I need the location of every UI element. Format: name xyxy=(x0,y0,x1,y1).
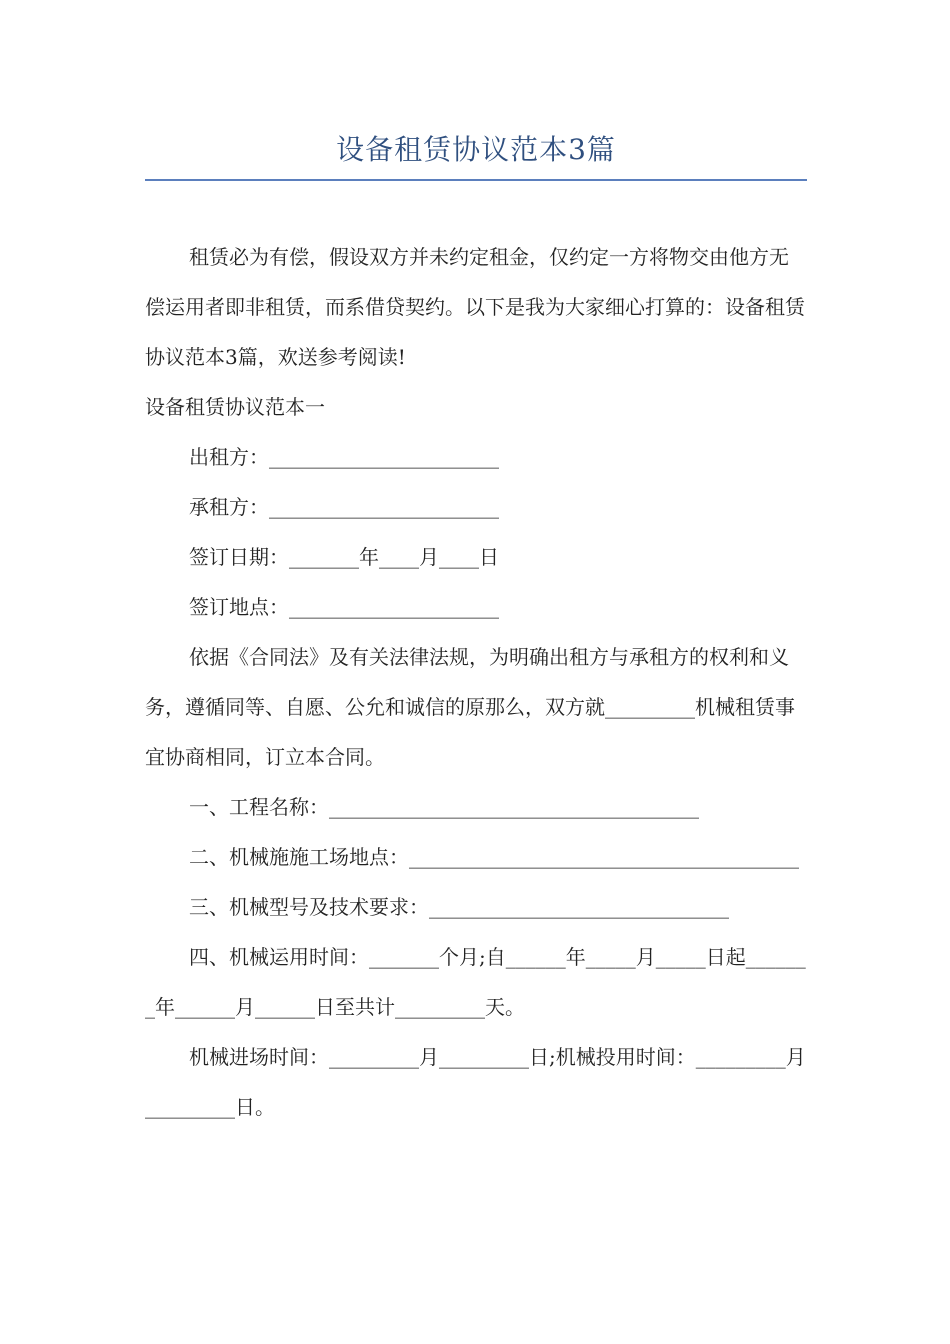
lessor-field: 出租方：_______________________ xyxy=(189,445,499,469)
section-heading: 设备租赁协议范本一 xyxy=(145,395,325,419)
item-machine-model: 三、机械型号及技术要求：______________________________ xyxy=(189,895,729,919)
intro-paragraph: 租赁必为有偿，假设双方并未约定租金，仅约定一方将物交由他方无偿运用者即非租赁，而系借贷契约。以下是我为大家细心打算的：设备租赁协议范本3篇，欢送参考阅读! xyxy=(145,245,805,369)
document-body xyxy=(145,232,807,1132)
sign-date-field: 签订日期：_______年____月____日 xyxy=(189,545,499,569)
page-title: 设备租赁协议范本3篇 xyxy=(336,133,616,166)
entry-time-paragraph: 机械进场时间：_________月_________日;机械投用时间：_________月_________日。 xyxy=(145,1045,806,1119)
lessee-field: 承租方：_______________________ xyxy=(189,495,499,519)
item-construction-site: 二、机械施施工场地点：_______________________________________ xyxy=(189,845,799,869)
title-underline xyxy=(145,179,807,181)
item-usage-time: 四、机械运用时间：_______个月;自______年_____月_____日起_______年______月______日至共计_________天。 xyxy=(145,945,806,1019)
basis-paragraph: 依据《合同法》及有关法律法规，为明确出租方与承租方的权利和义务，遵循同等、自愿、公允和诚信的原那么，双方就_________机械租赁事宜协商相同，订立本合同。 xyxy=(145,645,795,769)
item-project-name: 一、工程名称：_____________________________________ xyxy=(189,795,699,819)
sign-place-field: 签订地点：_____________________ xyxy=(189,595,499,619)
